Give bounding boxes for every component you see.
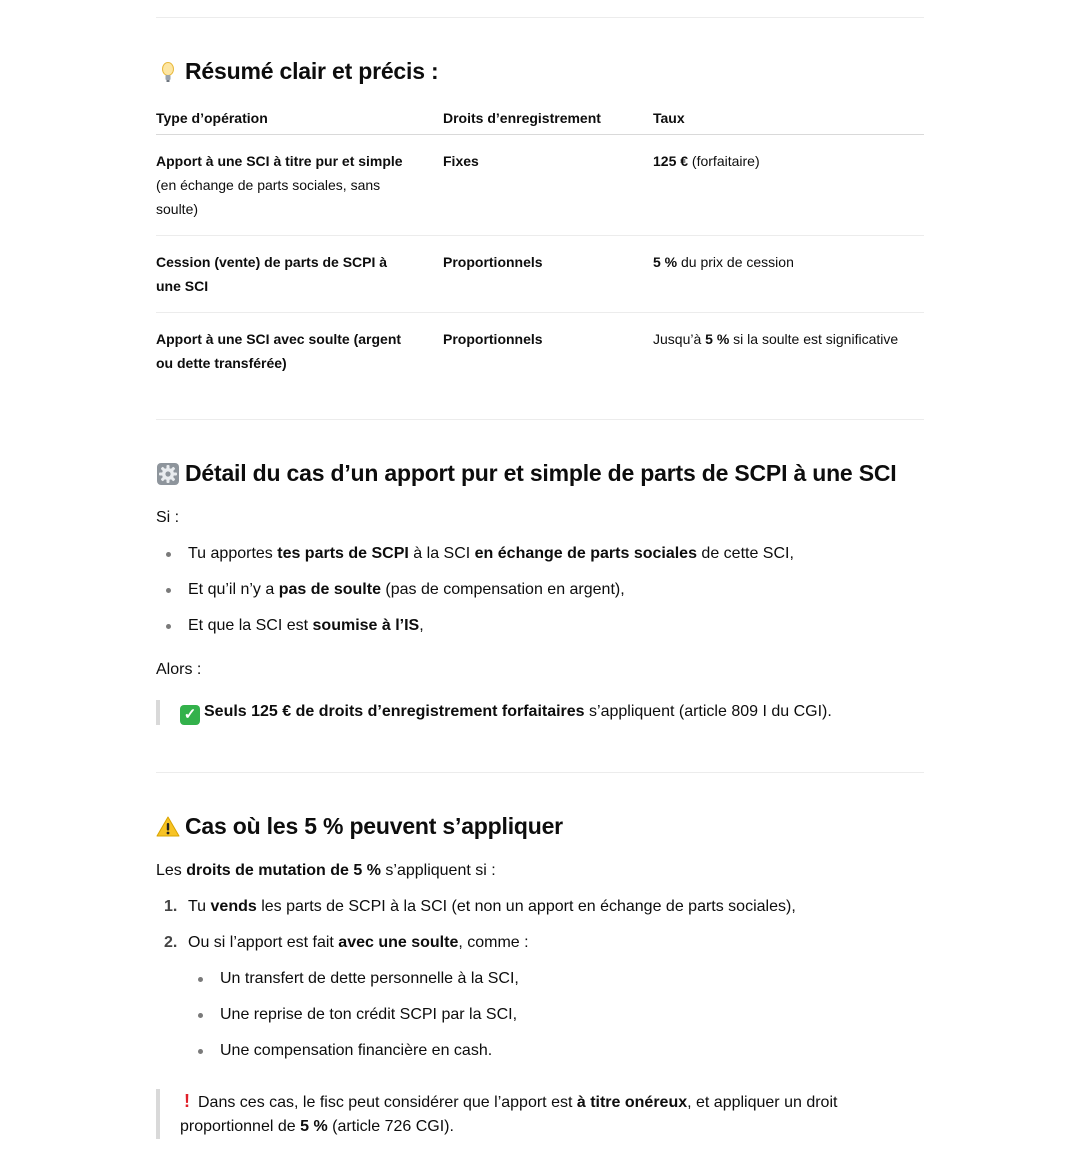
table-header-row bbox=[156, 110, 924, 135]
detail-then: Alors : bbox=[156, 661, 202, 678]
list-item: 2. Ou si l’apport est fait avec une soulte, comme : bbox=[164, 934, 529, 951]
table-cell: Jusqu’à 5 % si la soulte est significative bbox=[653, 331, 899, 347]
table-cell: Proportionnels bbox=[443, 331, 543, 347]
divider bbox=[156, 419, 924, 420]
divider bbox=[156, 772, 924, 773]
summary-heading: Résumé clair et précis : bbox=[156, 58, 924, 85]
detail-section bbox=[156, 460, 924, 487]
detail-condition-list bbox=[156, 542, 924, 638]
column-header: Type d’opération bbox=[156, 110, 443, 135]
list-item: Un transfert de dette personnelle à la SCI, bbox=[188, 967, 924, 991]
summary-table bbox=[156, 110, 924, 389]
list-item: Une reprise de ton crédit SCPI par la SCI, bbox=[188, 1003, 924, 1027]
cases-sub-list bbox=[188, 967, 924, 1063]
table-cell: Cession (vente) de parts de SCPI à une SCI bbox=[156, 236, 443, 313]
bullet-icon bbox=[166, 552, 171, 557]
exclamation-icon: ! bbox=[184, 1091, 190, 1111]
table-cell: Fixes bbox=[443, 135, 653, 236]
gear-icon bbox=[156, 462, 180, 486]
cases-section bbox=[156, 813, 924, 840]
column-header: Taux bbox=[653, 110, 924, 135]
bullet-icon bbox=[166, 624, 171, 629]
bullet-icon bbox=[198, 1049, 203, 1054]
cases-ordered-list bbox=[156, 895, 924, 955]
cases-intro: Les droits de mutation de 5 % s’appliquent si : bbox=[156, 862, 496, 879]
bullet-icon bbox=[166, 588, 171, 593]
detail-intro: Si : bbox=[156, 509, 180, 526]
warning-icon bbox=[156, 815, 180, 839]
table-row bbox=[156, 236, 924, 313]
check-mark-icon: ✓ bbox=[180, 705, 200, 725]
table-cell: Proportionnels bbox=[443, 236, 653, 313]
list-item: Et que la SCI est soumise à l’IS, bbox=[156, 614, 924, 638]
table-cell: Apport à une SCI avec soulte (argent ou dette transférée) bbox=[156, 331, 402, 371]
bullet-icon bbox=[198, 1013, 203, 1018]
table-cell: 125 € (forfaitaire) bbox=[653, 135, 924, 236]
summary-section bbox=[156, 58, 924, 85]
divider-top bbox=[156, 17, 924, 18]
cases-heading: Cas où les 5 % peuvent s’appliquer bbox=[156, 813, 924, 840]
detail-quote: ✓ Seuls 125 € de droits d’enregistrement forfaitaires s’appliquent (article 809 I du CGI). bbox=[156, 700, 924, 725]
bullet-icon bbox=[198, 977, 203, 982]
table-cell: 5 % du prix de cession bbox=[653, 236, 924, 313]
lightbulb-icon bbox=[156, 60, 180, 84]
detail-heading: Détail du cas d’un apport pur et simple de parts de SCPI à une SCI bbox=[156, 460, 924, 487]
table-row bbox=[156, 313, 924, 390]
table-row bbox=[156, 135, 924, 236]
column-header: Droits d’enregistrement bbox=[443, 110, 653, 135]
table-cell: Apport à une SCI à titre pur et simple (en échange de parts sociales, sans soulte) bbox=[156, 135, 443, 236]
list-item: Une compensation financière en cash. bbox=[188, 1039, 924, 1063]
list-item: Et qu’il n’y a pas de soulte (pas de compensation en argent), bbox=[156, 578, 924, 602]
list-item: 1. Tu vends les parts de SCPI à la SCI (et non un apport en échange de parts sociales), bbox=[164, 898, 796, 915]
cases-quote: ! Dans ces cas, le fisc peut considérer que l’apport est à titre onéreux, et appliquer un droit proportionnel de 5 % (article 726 CGI). bbox=[156, 1089, 880, 1139]
summary-table-wrap bbox=[156, 110, 924, 389]
list-item: Tu apportes tes parts de SCPI à la SCI en échange de parts sociales de cette SCI, bbox=[156, 542, 924, 566]
